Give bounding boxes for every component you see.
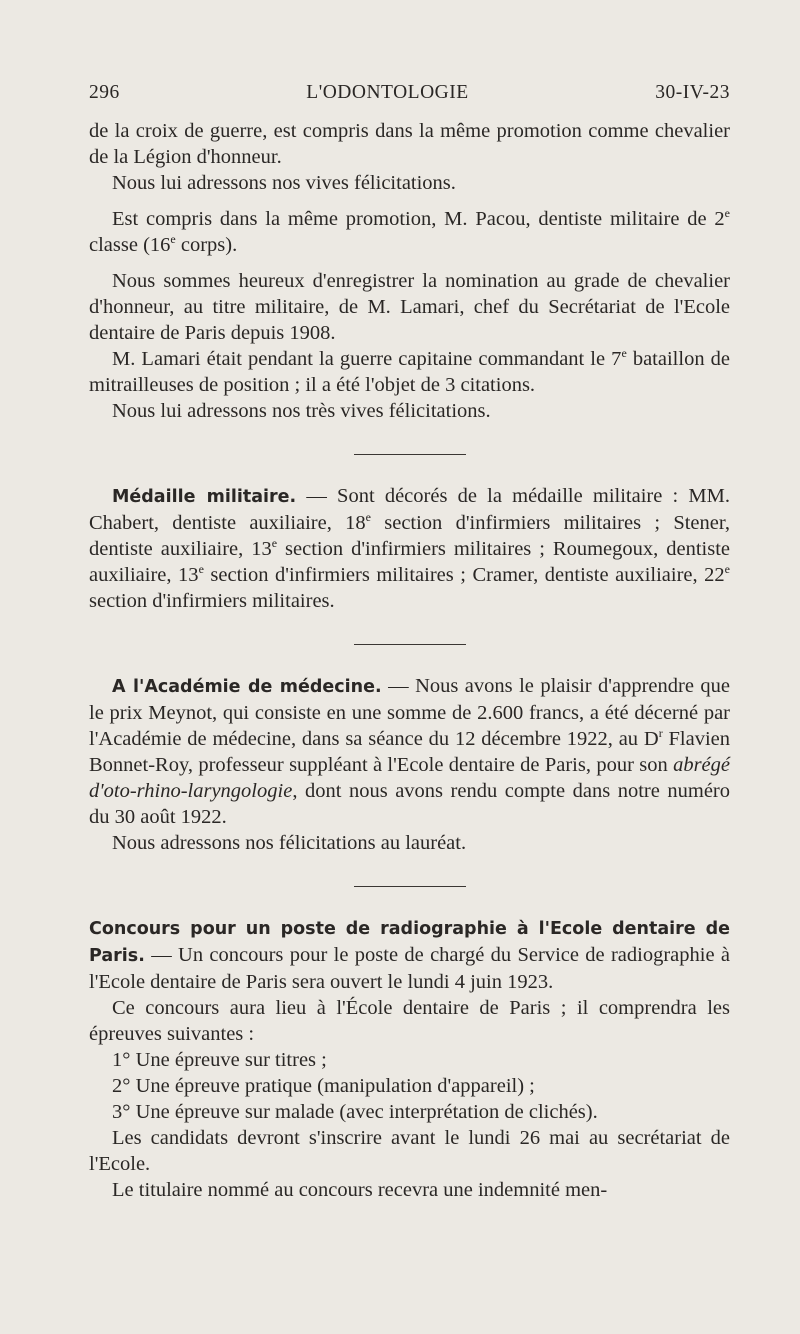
section-divider <box>354 644 466 645</box>
article-body <box>89 118 730 1203</box>
section-heading: Médaille militaire. <box>112 487 297 507</box>
paragraph: M. Lamari était pendant la guerre capitaine commandant le 7e bataillon de mitrailleuses de position ; il a été l'objet de 3 citations. <box>89 346 730 396</box>
section-divider <box>354 886 466 887</box>
issue-date: 30-IV-23 <box>655 82 730 103</box>
section-divider <box>354 454 466 455</box>
running-header <box>89 82 730 104</box>
paragraph: Nous lui adressons nos vives félicitations. <box>112 172 456 194</box>
list-item: 3° Une épreuve sur malade (avec interprétation de clichés). <box>112 1101 598 1123</box>
paragraph: Ce concours aura lieu à l'École dentaire de Paris ; il comprendra les épreuves suivantes : <box>89 997 730 1045</box>
page-number: 296 <box>89 82 120 103</box>
paragraph: A l'Académie de médecine. — Nous avons le plaisir d'apprendre que le prix Meynot, qui consiste en une somme de 2.600 francs, a été décerné par l'Académie de médecine, dans sa séance du 12 décembre 1922, au $D^r$ Flavien Bonnet-Roy, professeur suppléant à l'Ecole dentaire de Paris, pour son abrégé d'oto-rhino-laryngologie, dont nous avons rendu compte dans notre numéro du 30 août 1922. <box>89 675 730 828</box>
paragraph: Le titulaire nommé au concours recevra une indemnité men- <box>112 1179 608 1201</box>
book-title: abrégé d'oto-rhino-laryngologie <box>89 754 730 802</box>
paragraph: Nous sommes heureux d'enregistrer la nomination au grade de chevalier d'honneur, au titre militaire, de M. Lamari, chef du Secrétariat de l'Ecole dentaire de Paris depuis 1908. <box>89 270 730 344</box>
paragraph: Est compris dans la même promotion, M. Pacou, dentiste militaire de 2e classe (16e corps). <box>89 206 730 256</box>
paragraph: Médaille militaire. — Sont décorés de la médaille militaire : MM. Chabert, dentiste auxiliaire, 18e section d'infirmiers militaires ; Stener, dentiste auxiliaire, 13e section d'infirmiers militaires ; Roumegoux, dentiste auxiliaire, 13e section d'infirmiers militaires ; Cramer, dentiste auxiliaire, 22e section d'infirmiers militaires. <box>89 485 731 612</box>
paragraph: Nous adressons nos félicitations au lauréat. <box>112 832 467 854</box>
paragraph: Nous lui adressons nos très vives félicitations. <box>112 400 491 422</box>
paragraph: Concours pour un poste de radiographie à l'Ecole dentaire de Paris. — Un concours pour le poste de chargé du Service de radiographie à l'Ecole dentaire de Paris sera ouvert le lundi 4 juin 1923. <box>89 919 730 993</box>
paragraph: de la croix de guerre, est compris dans la même promotion comme chevalier de la Légion d'honneur. <box>89 120 730 168</box>
section-heading: Concours pour un poste de radiographie à l'Ecole dentaire de Paris. <box>89 919 730 966</box>
paragraph: Les candidats devront s'inscrire avant le lundi 26 mai au secrétariat de l'Ecole. <box>89 1127 730 1175</box>
running-title: L'ODONTOLOGIE <box>306 82 469 103</box>
list-item: 1° Une épreuve sur titres ; <box>112 1049 327 1071</box>
list-item: 2° Une épreuve pratique (manipulation d'appareil) ; <box>112 1075 535 1097</box>
section-heading: A l'Académie de médecine. <box>112 677 382 697</box>
